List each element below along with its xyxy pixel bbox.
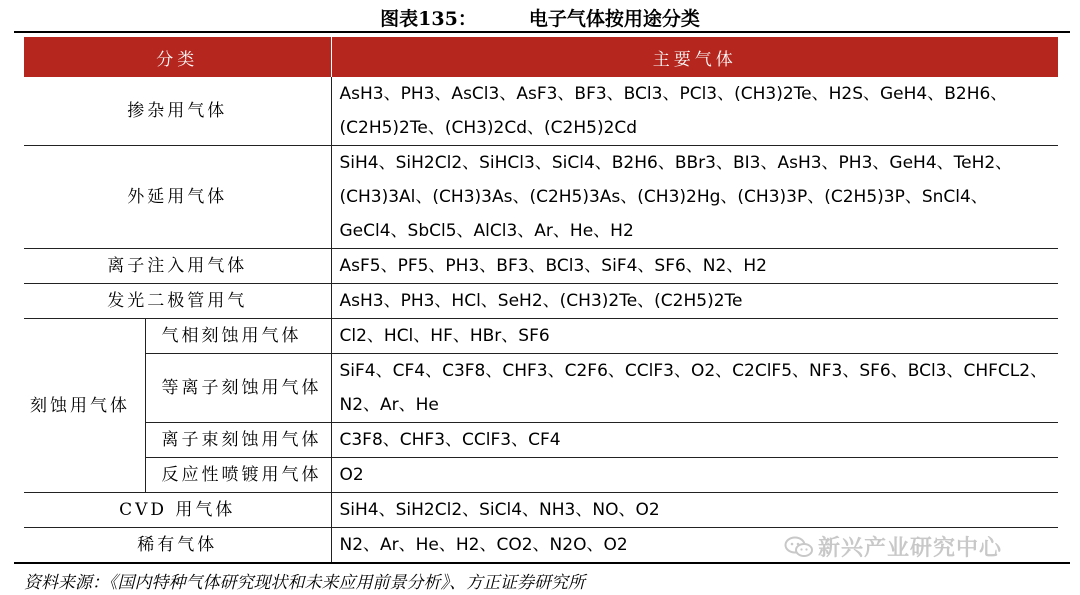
row-gases: AsF5、PF5、PH3、BF3、BCl3、SiF4、SF6、N2、H2 (331, 249, 1058, 284)
row-category: 离子注入用气体 (24, 249, 331, 284)
watermark (784, 531, 1002, 562)
row-gases: N2、Ar、He、H2、CO2、N2O、O2 (339, 535, 628, 555)
source-note: 资料来源：《国内特种气体研究现状和未来应用前景分析》、方正证券研究所 (24, 573, 585, 593)
table-header-row (24, 37, 1058, 77)
row-gases: AsH3、PH3、HCl、SeH2、(CH3)2Te、(C2H5)2Te (331, 284, 1058, 319)
header-category: 分类 (24, 37, 331, 77)
table-row (24, 458, 1058, 493)
table-row (24, 284, 1058, 319)
row-gases: O2 (331, 458, 1058, 493)
row-category: 掺杂用气体 (24, 77, 331, 146)
table-row (24, 146, 1058, 249)
table-row (24, 77, 1058, 146)
row-gases: SiF4、CF4、C3F8、CHF3、C2F6、CClF3、O2、C2ClF5、NF3、SF6、BCl3、CHFCL2、N2、Ar、He (331, 354, 1058, 423)
table-row (24, 249, 1058, 284)
watermark-text: 新兴产业研究中心 (818, 536, 1003, 561)
header-main-gases: 主要气体 (331, 37, 1058, 77)
row-subcategory: 气相刻蚀用气体 (145, 319, 331, 354)
row-gases: AsH3、PH3、AsCl3、AsF3、BF3、BCl3、PCl3、(CH3)2Te、H2S、GeH4、B2H6、(C2H5)2Te、(CH3)2Cd、(C2H5)2Cd (331, 77, 1058, 146)
row-gases: Cl2、HCl、HF、HBr、SF6 (331, 319, 1058, 354)
row-gases: SiH4、SiH2Cl2、SiHCl3、SiCl4、B2H6、BBr3、BI3、AsH3、PH3、GeH4、TeH2、(CH3)3Al、(CH3)3As、(C2H5)3As、(CH3)2Hg、(CH3)3P、(C2H5)3P、SnCl4、GeCl4、SbCl5、AlCl3、Ar、He、H2 (331, 146, 1058, 249)
table-row (24, 319, 1058, 354)
table-row (24, 354, 1058, 423)
row-category: 稀有气体 (24, 528, 331, 563)
figure-title (0, 4, 1080, 31)
row-subcategory: 等离子刻蚀用气体 (145, 354, 331, 423)
table-row (24, 493, 1058, 528)
row-gases: C3F8、CHF3、CClF3、CF4 (331, 423, 1058, 458)
figure-number: 图表135： (380, 8, 477, 30)
row-gases: SiH4、SiH2Cl2、SiCl4、NH3、NO、O2 (331, 493, 1058, 528)
etching-category: 刻蚀用气体 (24, 319, 145, 493)
row-category: 外延用气体 (24, 146, 331, 249)
row-category: 发光二极管用气 (24, 284, 331, 319)
row-category: CVD 用气体 (24, 493, 331, 528)
wechat-icon (784, 536, 814, 558)
row-subcategory: 反应性喷镀用气体 (145, 458, 331, 493)
top-rule (14, 31, 1070, 33)
table-row (24, 423, 1058, 458)
bottom-rule (14, 562, 1070, 564)
row-subcategory: 离子束刻蚀用气体 (145, 423, 331, 458)
figure-caption: 电子气体按用途分类 (528, 8, 700, 30)
gas-classification-table (24, 37, 1058, 562)
